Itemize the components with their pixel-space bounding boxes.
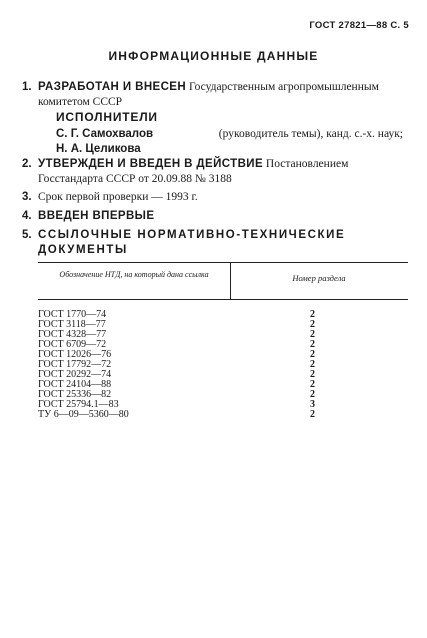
item-1 bbox=[22, 80, 403, 110]
section-number: 2 bbox=[310, 319, 315, 330]
column-header-document: Обозначение НТД, на который дана ссылка bbox=[59, 270, 209, 279]
item-2 bbox=[22, 157, 403, 187]
executors-list bbox=[56, 127, 403, 157]
executor-role: (руководитель темы), канд. с.-х. наук; bbox=[218, 128, 403, 140]
item-heading: ССЫЛОЧНЫЕ НОРМАТИВНО-ТЕХНИЧЕСКИЕ ДОКУМЕНТЫ bbox=[38, 229, 346, 256]
item-4 bbox=[22, 209, 403, 224]
document-designation: ГОСТ 6709—72 bbox=[38, 339, 107, 350]
section-number: 2 bbox=[310, 389, 315, 400]
references-table bbox=[38, 262, 408, 420]
section-number: 3 bbox=[310, 399, 315, 410]
column-header-section: Номер раздела bbox=[292, 273, 346, 283]
document-designation: ГОСТ 4328—77 bbox=[38, 329, 107, 340]
document-designation: ГОСТ 3118—77 bbox=[38, 319, 106, 330]
table-body bbox=[38, 310, 408, 420]
document-designation: ГОСТ 17792—72 bbox=[38, 359, 112, 370]
table-row bbox=[38, 410, 408, 420]
item-text: Срок первой проверки — 1993 г. bbox=[38, 191, 198, 203]
section-number: 2 bbox=[310, 329, 315, 340]
item-number: 4. bbox=[22, 210, 32, 222]
executor-name: С. Г. Самохвалов bbox=[56, 128, 154, 140]
item-number: 1. bbox=[22, 81, 32, 93]
section-number: 2 bbox=[310, 409, 315, 420]
item-text: Постановлением Госстандарта СССР от 20.09.88 № 3188 bbox=[38, 158, 349, 185]
item-heading: УТВЕРЖДЕН И ВВЕДЕН В ДЕЙСТВИЕ bbox=[38, 158, 264, 170]
section-number: 2 bbox=[310, 339, 315, 350]
section-number: 2 bbox=[310, 369, 315, 380]
item-number: 3. bbox=[22, 191, 32, 203]
section-number: 2 bbox=[310, 379, 315, 390]
section-number: 2 bbox=[310, 349, 315, 360]
item-3 bbox=[22, 190, 403, 205]
section-number: 2 bbox=[310, 359, 315, 370]
executor-name: Н. А. Целикова bbox=[56, 143, 141, 155]
section-number: 2 bbox=[310, 309, 315, 320]
document-designation: ГОСТ 12026—76 bbox=[38, 349, 112, 360]
document-designation: ТУ 6—09—5360—80 bbox=[38, 409, 129, 420]
executor-line bbox=[56, 142, 403, 157]
page-header: ГОСТ 27821—88 С. 5 bbox=[309, 20, 409, 31]
executors-heading: ИСПОЛНИТЕЛИ bbox=[56, 110, 158, 124]
table-header bbox=[38, 263, 408, 299]
document-designation: ГОСТ 1770—74 bbox=[38, 309, 107, 320]
item-heading: РАЗРАБОТАН И ВНЕСЕН bbox=[38, 81, 187, 93]
document-designation: ГОСТ 25336—82 bbox=[38, 389, 112, 400]
item-number: 5. bbox=[22, 229, 32, 241]
item-number: 2. bbox=[22, 158, 32, 170]
item-text: Государственным агропромышленным комитетом СССР bbox=[38, 81, 379, 108]
item-5 bbox=[22, 228, 403, 258]
item-heading: ВВЕДЕН ВПЕРВЫЕ bbox=[38, 210, 155, 222]
table-header-rule bbox=[38, 299, 408, 300]
document-designation: ГОСТ 20292—74 bbox=[38, 369, 112, 380]
page-title: ИНФОРМАЦИОННЫЕ ДАННЫЕ bbox=[108, 49, 319, 63]
document-designation: ГОСТ 24104—88 bbox=[38, 379, 112, 390]
document-designation: ГОСТ 25794.1—83 bbox=[38, 399, 119, 410]
executor-line bbox=[56, 127, 403, 142]
